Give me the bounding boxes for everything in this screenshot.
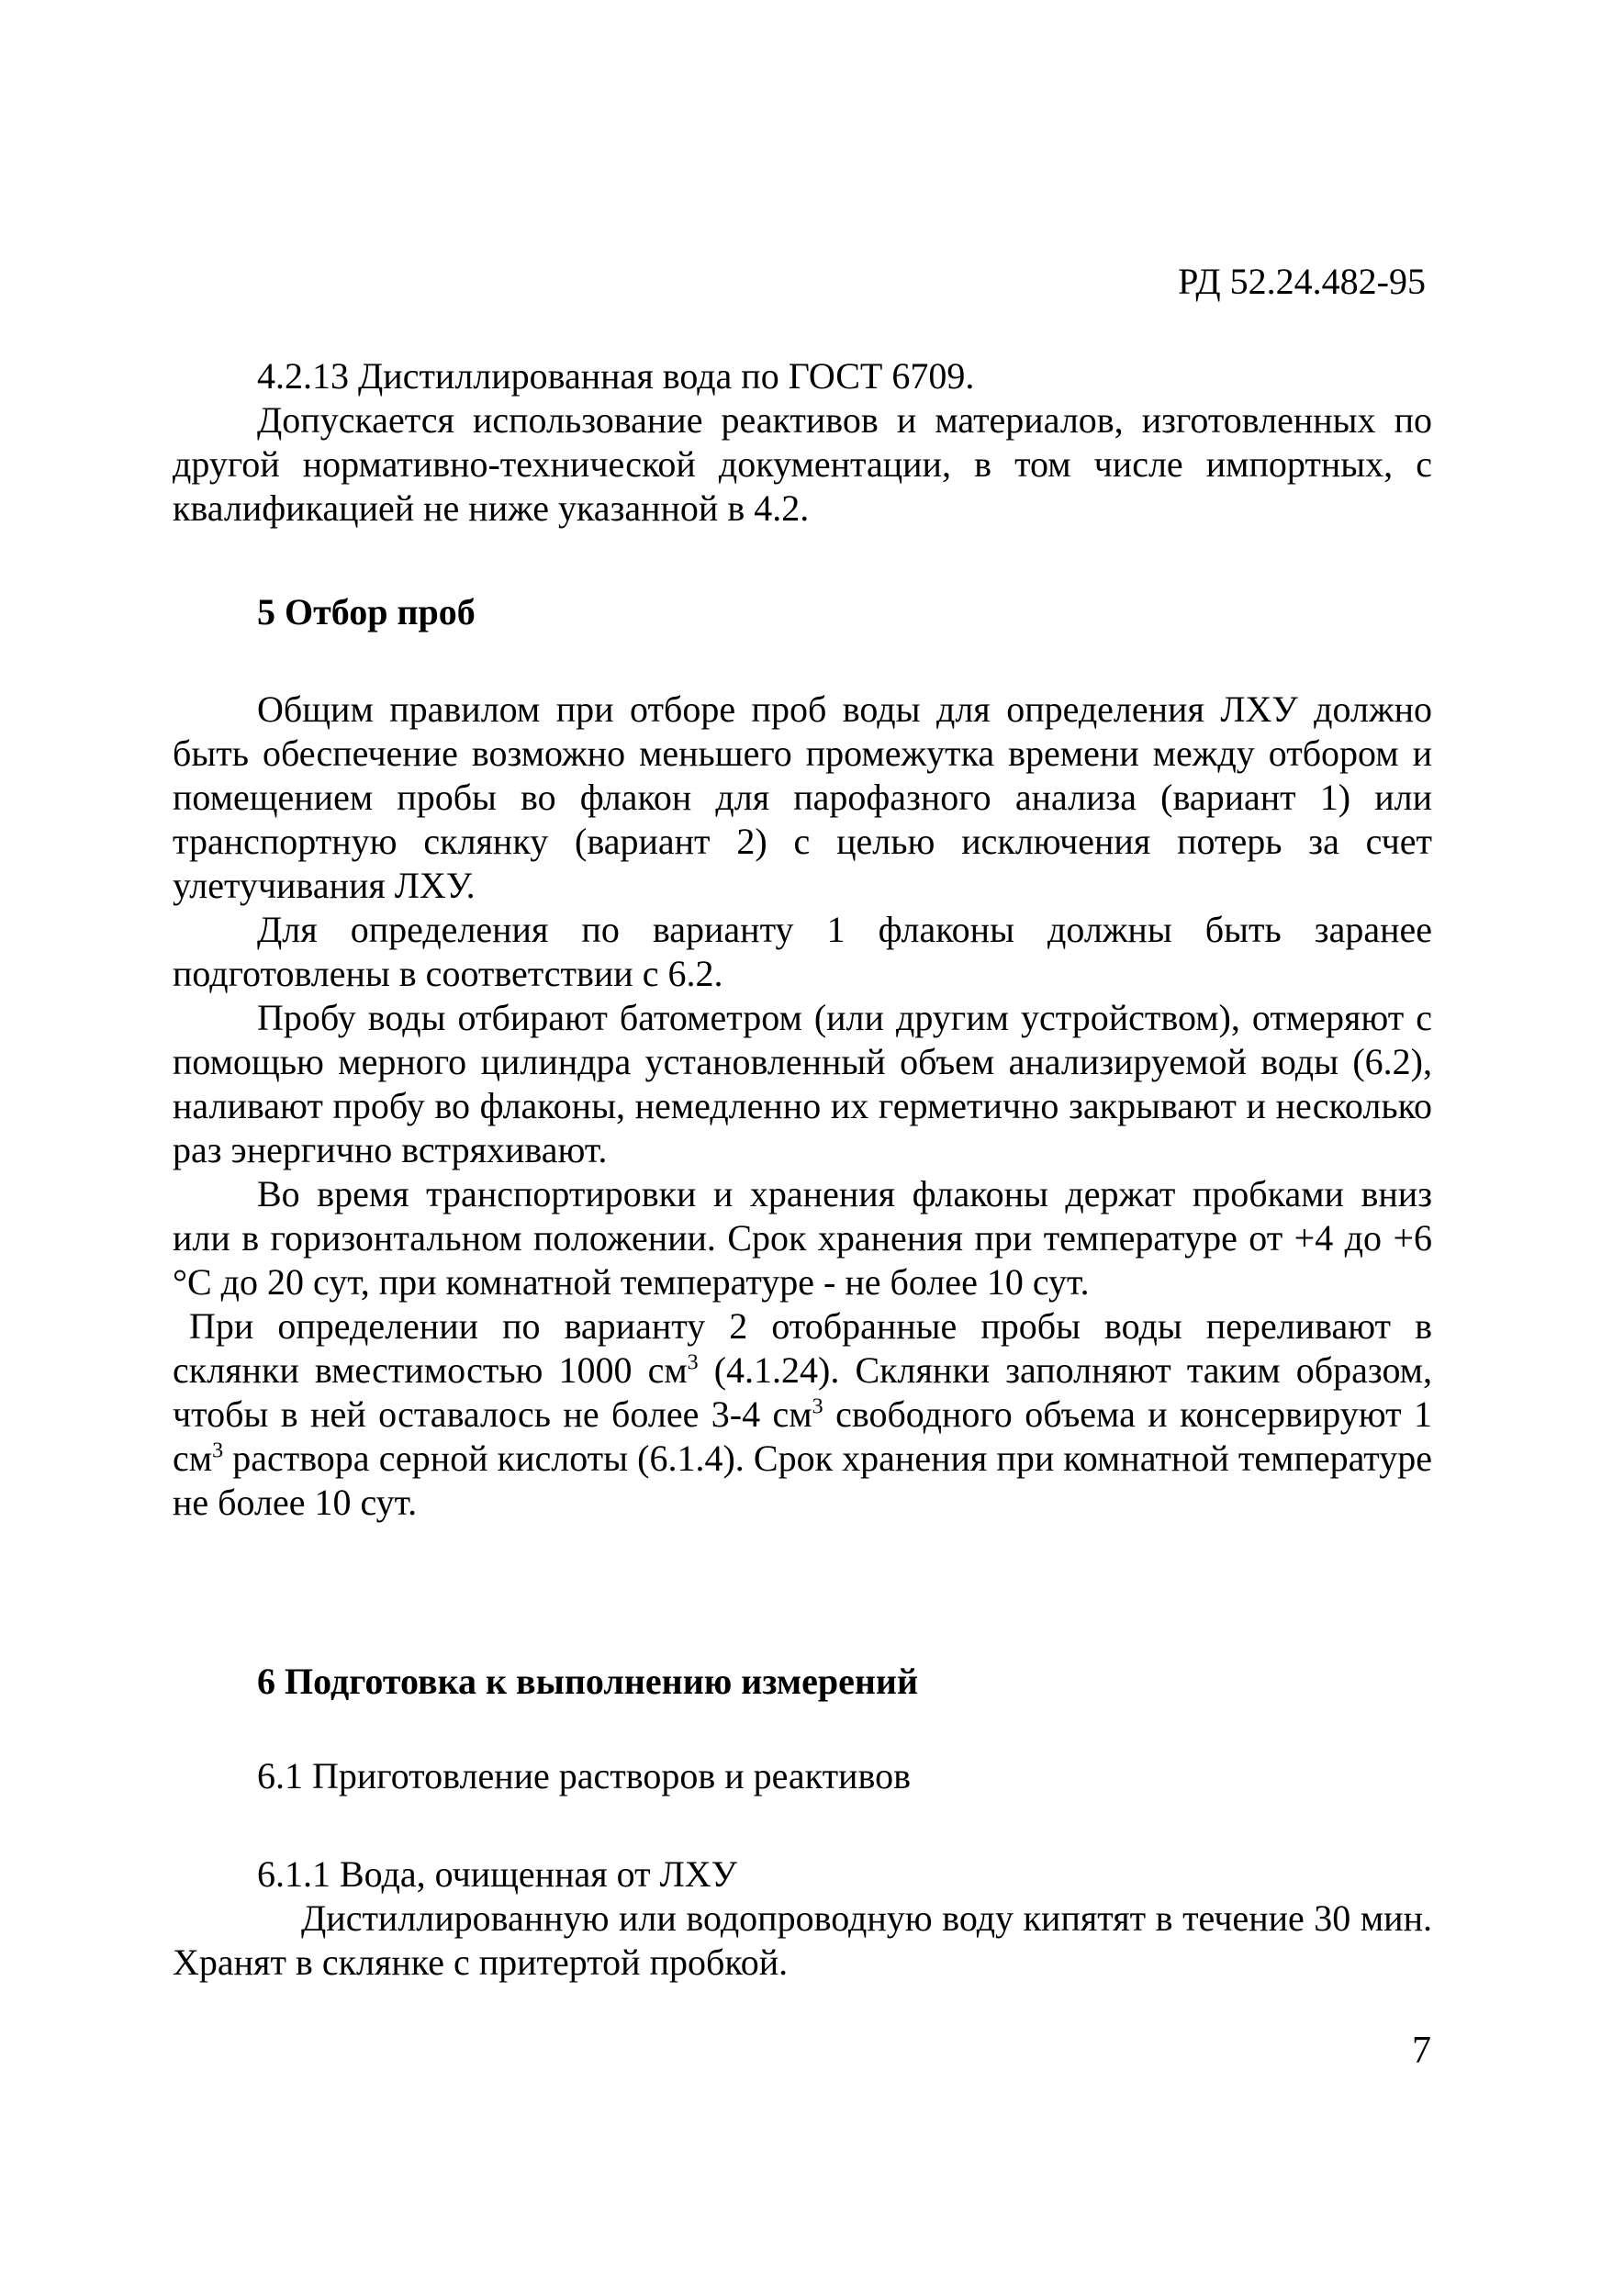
section5-title: 5 Отбор проб (257, 591, 476, 632)
p5-part3: свободного объема и консервируют 1 см (173, 1393, 1432, 1479)
section5-paragraph-5 (173, 1304, 1432, 1525)
allowed-note-paragraph: Допускается использование реактивов и материалов, изготовленных по другой нормативно-технической документации, в том числе импортных, с квалификацией не ниже указанной в 4.2. (173, 399, 1432, 529)
p5-part4: раствора серной кислоты (6.1.4). Срок хранения при комнатной температуре не более 10 сут. (173, 1438, 1432, 1523)
section5-paragraph-3: Пробу воды отбирают батометром (или другим устройством), отмеряют с помощью мерного цилиндра установленный объем анализируемой воды (6.2), наливают пробу во флаконы, немедленно их герметично закрывают и несколько раз энергично встряхивают. (173, 997, 1432, 1170)
section5-paragraph-2: Для определения по варианту 1 флаконы должны быть заранее подготовлены в соответствии с 6.2. (173, 909, 1432, 994)
section6-title: 6 Подготовка к выполнению измерений (257, 1661, 918, 1702)
page-number: 7 (1412, 2030, 1431, 2072)
p5-sup2: 3 (812, 1394, 823, 1419)
section5-paragraph-1: Общим правилом при отборе проб воды для определения ЛХУ должно быть обеспечение возможно меньшего промежутка времени между отбором и помещением пробы во флакон для парофазного анализа (вариант 1) или транспортную склянку (вариант 2) с целью исключения потерь за счет улетучивания ЛХУ. (173, 688, 1432, 906)
item-4-2-13: 4.2.13 Дистиллированная вода по ГОСТ 6709. (257, 355, 975, 397)
subsection-6-1-title: 6.1 Приготовление растворов и реактивов (257, 1755, 911, 1796)
section6-paragraph-1: Дистиллированную или водопроводную воду кипятят в течение 30 мин. Хранят в склянке с притертой пробкой. (173, 1897, 1432, 1983)
document-code: РД 52.24.482-95 (1178, 261, 1426, 302)
section4-text (173, 354, 1432, 531)
section5-text (173, 688, 1432, 1525)
p5-sup1: 3 (687, 1350, 699, 1375)
section6-text (173, 1897, 1432, 1985)
p5-part1: При определении по варианту 2 отобранные пробы воды переливают в склянки вместимостью 1000 см (173, 1305, 1432, 1391)
p5-sup3: 3 (212, 1438, 224, 1463)
section5-paragraph-4: Во время транспортировки и хранения флаконы держат пробками вниз или в горизонтальном положении. Срок хранения при температуре от +4 до +6 °С до 20 сут, при комнатной температуре - не более 10 сут. (173, 1173, 1432, 1303)
p5-part2: (4.1.24). Склянки заполняют таким образом, чтобы в ней оставалось не более 3-4 см (173, 1349, 1432, 1435)
subsection-6-1-1-title: 6.1.1 Вода, очищенная от ЛХУ (257, 1853, 737, 1895)
